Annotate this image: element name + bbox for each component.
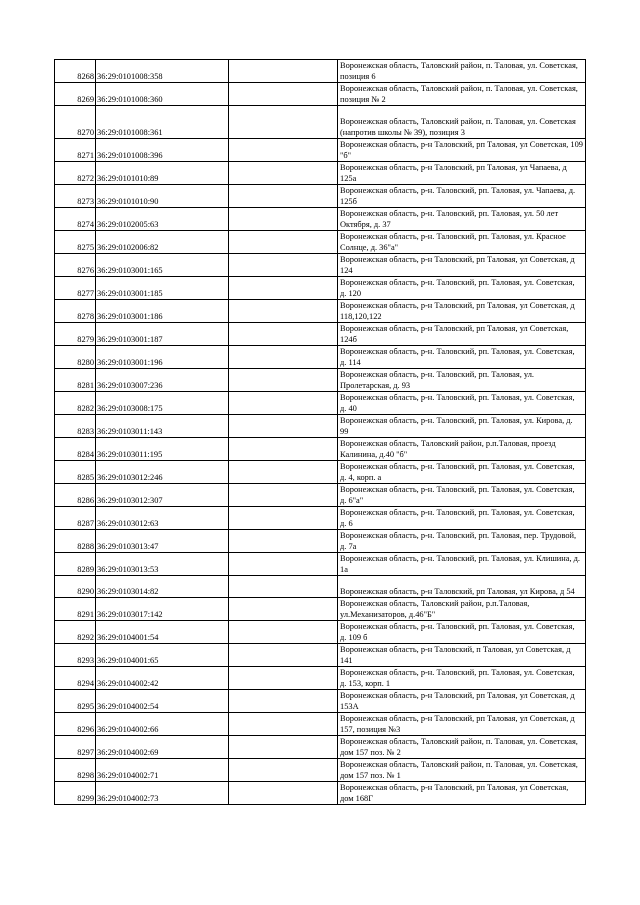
empty-cell — [229, 323, 338, 346]
address: Воронежская область, р-н. Таловский, рп. Таловая, ул. Кирова, д. 99 — [338, 415, 586, 438]
empty-cell — [229, 461, 338, 484]
cadastral-number: 36:29:0103017:142 — [96, 598, 229, 621]
row-number: 8277 — [55, 277, 96, 300]
records-table — [54, 59, 586, 805]
row-number: 8287 — [55, 507, 96, 530]
empty-cell — [229, 576, 338, 598]
empty-cell — [229, 415, 338, 438]
empty-cell — [229, 346, 338, 369]
address: Воронежская область, р-н Таловский, рп Таловая, ул Советская, 124б — [338, 323, 586, 346]
table-row — [55, 139, 586, 162]
cadastral-number: 36:29:0103011:143 — [96, 415, 229, 438]
table-row — [55, 254, 586, 277]
cadastral-number: 36:29:0101010:90 — [96, 185, 229, 208]
table-row — [55, 323, 586, 346]
cadastral-number: 36:29:0103011:195 — [96, 438, 229, 461]
table-row — [55, 60, 586, 83]
row-number: 8269 — [55, 83, 96, 106]
cadastral-number: 36:29:0103012:307 — [96, 484, 229, 507]
empty-cell — [229, 392, 338, 415]
address: Воронежская область, р-н Таловский, рп Таловая, ул Советская, д 118,120,122 — [338, 300, 586, 323]
row-number: 8294 — [55, 667, 96, 690]
row-number: 8272 — [55, 162, 96, 185]
table-row — [55, 185, 586, 208]
row-number: 8280 — [55, 346, 96, 369]
cadastral-number: 36:29:0103001:196 — [96, 346, 229, 369]
address: Воронежская область, р-н. Таловский, рп. Таловая, ул. Советская, д. 4, корп. а — [338, 461, 586, 484]
empty-cell — [229, 438, 338, 461]
cadastral-number: 36:29:0104001:65 — [96, 644, 229, 667]
row-number: 8285 — [55, 461, 96, 484]
empty-cell — [229, 208, 338, 231]
cadastral-number: 36:29:0104001:54 — [96, 621, 229, 644]
address: Воронежская область, р-н. Таловский, рп. Таловая, ул. 50 лет Октября, д. 37 — [338, 208, 586, 231]
row-number: 8298 — [55, 759, 96, 782]
table-row — [55, 106, 586, 139]
cadastral-number: 36:29:0104002:54 — [96, 690, 229, 713]
table-row — [55, 736, 586, 759]
address: Воронежская область, р-н. Таловский, рп. Таловая, ул. Советская, д. 6 — [338, 507, 586, 530]
table-row — [55, 621, 586, 644]
table-row — [55, 759, 586, 782]
empty-cell — [229, 507, 338, 530]
row-number: 8271 — [55, 139, 96, 162]
empty-cell — [229, 782, 338, 805]
row-number: 8282 — [55, 392, 96, 415]
row-number: 8278 — [55, 300, 96, 323]
address: Воронежская область, р-н Таловский, рп Таловая, ул Чапаева, д 125а — [338, 162, 586, 185]
table-row — [55, 598, 586, 621]
address: Воронежская область, р-н. Таловский, рп. Таловая, ул. Советская, д. 6"а" — [338, 484, 586, 507]
cadastral-number: 36:29:0104002:66 — [96, 713, 229, 736]
row-number: 8268 — [55, 60, 96, 83]
cadastral-number: 36:29:0103001:187 — [96, 323, 229, 346]
row-number: 8296 — [55, 713, 96, 736]
row-number: 8281 — [55, 369, 96, 392]
table-row — [55, 507, 586, 530]
table-row — [55, 690, 586, 713]
address: Воронежская область, Таловский район, п. Таловая, ул. Советская, дом 157 поз. № 1 — [338, 759, 586, 782]
cadastral-number: 36:29:0102005:63 — [96, 208, 229, 231]
empty-cell — [229, 484, 338, 507]
row-number: 8293 — [55, 644, 96, 667]
cadastral-number: 36:29:0103008:175 — [96, 392, 229, 415]
address: Воронежская область, р-н Таловский, рп Таловая, ул Советская, дом 168Г — [338, 782, 586, 805]
address: Воронежская область, р-н. Таловский, рп. Таловая, ул. Клишина, д. 1а — [338, 553, 586, 576]
row-number: 8299 — [55, 782, 96, 805]
cadastral-number: 36:29:0103001:185 — [96, 277, 229, 300]
row-number: 8295 — [55, 690, 96, 713]
empty-cell — [229, 254, 338, 277]
row-number: 8292 — [55, 621, 96, 644]
cadastral-number: 36:29:0101010:89 — [96, 162, 229, 185]
cadastral-number: 36:29:0103014:82 — [96, 576, 229, 598]
cadastral-number: 36:29:0104002:71 — [96, 759, 229, 782]
cadastral-number: 36:29:0101008:396 — [96, 139, 229, 162]
cadastral-number: 36:29:0103012:246 — [96, 461, 229, 484]
table-row — [55, 484, 586, 507]
address: Воронежская область, р-н. Таловский, рп. Таловая, ул. Советская, д. 153, корп. 1 — [338, 667, 586, 690]
empty-cell — [229, 530, 338, 553]
cadastral-number: 36:29:0103013:53 — [96, 553, 229, 576]
empty-cell — [229, 713, 338, 736]
empty-cell — [229, 231, 338, 254]
row-number: 8290 — [55, 576, 96, 598]
cadastral-number: 36:29:0103007:236 — [96, 369, 229, 392]
row-number: 8288 — [55, 530, 96, 553]
row-number: 8270 — [55, 106, 96, 139]
empty-cell — [229, 736, 338, 759]
address: Воронежская область, р-н. Таловский, рп. Таловая, ул. Пролетарская, д. 93 — [338, 369, 586, 392]
row-number: 8291 — [55, 598, 96, 621]
empty-cell — [229, 598, 338, 621]
address: Воронежская область, р-н Таловский, рп Таловая, ул Советская, д 153А — [338, 690, 586, 713]
empty-cell — [229, 621, 338, 644]
table-row — [55, 346, 586, 369]
address: Воронежская область, р-н. Таловский, рп. Таловая, ул. Советская, д. 109 б — [338, 621, 586, 644]
empty-cell — [229, 553, 338, 576]
address: Воронежская область, р-н Таловский, рп Таловая, ул Советская, д 124 — [338, 254, 586, 277]
address: Воронежская область, р-н Таловский, рп Таловая, ул Советская, 109 "б" — [338, 139, 586, 162]
table-row — [55, 576, 586, 598]
table-row — [55, 415, 586, 438]
table-row — [55, 369, 586, 392]
table-row — [55, 553, 586, 576]
table-row — [55, 277, 586, 300]
cadastral-number: 36:29:0103001:186 — [96, 300, 229, 323]
address: Воронежская область, Таловский район, п. Таловая, ул. Советская, позиция 6 — [338, 60, 586, 83]
row-number: 8275 — [55, 231, 96, 254]
address: Воронежская область, Таловский район, р.п.Таловая, ул.Механизаторов, д.46"Б" — [338, 598, 586, 621]
address: Воронежская область, р-н. Таловский, рп. Таловая, пер. Трудовой, д. 7а — [338, 530, 586, 553]
empty-cell — [229, 185, 338, 208]
address: Воронежская область, р-н. Таловский, рп. Таловая, ул. Чапаева, д. 125б — [338, 185, 586, 208]
empty-cell — [229, 162, 338, 185]
table-row — [55, 300, 586, 323]
cadastral-number: 36:29:0101008:358 — [96, 60, 229, 83]
empty-cell — [229, 139, 338, 162]
row-number: 8279 — [55, 323, 96, 346]
cadastral-number: 36:29:0101008:361 — [96, 106, 229, 139]
table-row — [55, 162, 586, 185]
empty-cell — [229, 690, 338, 713]
row-number: 8283 — [55, 415, 96, 438]
empty-cell — [229, 83, 338, 106]
table-row — [55, 530, 586, 553]
table-row — [55, 438, 586, 461]
empty-cell — [229, 300, 338, 323]
table-row — [55, 83, 586, 106]
address: Воронежская область, Таловский район, п. Таловая, ул. Советская, позиция № 2 — [338, 83, 586, 106]
empty-cell — [229, 277, 338, 300]
table-row — [55, 782, 586, 805]
row-number: 8286 — [55, 484, 96, 507]
table-row — [55, 644, 586, 667]
address: Воронежская область, р-н. Таловский, рп. Таловая, ул. Советская, д. 40 — [338, 392, 586, 415]
address: Воронежская область, р-н Таловский, рп Таловая, ул Кирова, д 54 — [338, 576, 586, 598]
row-number: 8289 — [55, 553, 96, 576]
empty-cell — [229, 667, 338, 690]
address: Воронежская область, Таловский район, п. Таловая, ул. Советская (напротив школы № 39), позиция 3 — [338, 106, 586, 139]
cadastral-number: 36:29:0102006:82 — [96, 231, 229, 254]
table-row — [55, 231, 586, 254]
address: Воронежская область, р-н. Таловский, рп. Таловая, ул. Советская, д. 120 — [338, 277, 586, 300]
cadastral-number: 36:29:0104002:73 — [96, 782, 229, 805]
empty-cell — [229, 106, 338, 139]
row-number: 8274 — [55, 208, 96, 231]
address: Воронежская область, р-н Таловский, рп Таловая, ул Советская, д 157, позиция №3 — [338, 713, 586, 736]
table-row — [55, 667, 586, 690]
cadastral-number: 36:29:0103001:165 — [96, 254, 229, 277]
address: Воронежская область, Таловский район, п. Таловая, ул. Советская, дом 157 поз. № 2 — [338, 736, 586, 759]
table-row — [55, 392, 586, 415]
row-number: 8273 — [55, 185, 96, 208]
row-number: 8276 — [55, 254, 96, 277]
empty-cell — [229, 759, 338, 782]
empty-cell — [229, 60, 338, 83]
cadastral-number: 36:29:0101008:360 — [96, 83, 229, 106]
empty-cell — [229, 644, 338, 667]
row-number: 8284 — [55, 438, 96, 461]
row-number: 8297 — [55, 736, 96, 759]
table-row — [55, 713, 586, 736]
address: Воронежская область, р-н Таловский, п Таловая, ул Советская, д 141 — [338, 644, 586, 667]
cadastral-number: 36:29:0104002:42 — [96, 667, 229, 690]
table-row — [55, 461, 586, 484]
cadastral-number: 36:29:0103013:47 — [96, 530, 229, 553]
address: Воронежская область, р-н. Таловский, рп. Таловая, ул. Красное Солнце, д. 36"а" — [338, 231, 586, 254]
cadastral-number: 36:29:0103012:63 — [96, 507, 229, 530]
cadastral-number: 36:29:0104002:69 — [96, 736, 229, 759]
address: Воронежская область, р-н. Таловский, рп. Таловая, ул. Советская, д. 114 — [338, 346, 586, 369]
table-row — [55, 208, 586, 231]
address: Воронежская область, Таловский район, р.п.Таловая, проезд Калинина, д.40 "б" — [338, 438, 586, 461]
empty-cell — [229, 369, 338, 392]
records-table-body — [55, 60, 586, 805]
